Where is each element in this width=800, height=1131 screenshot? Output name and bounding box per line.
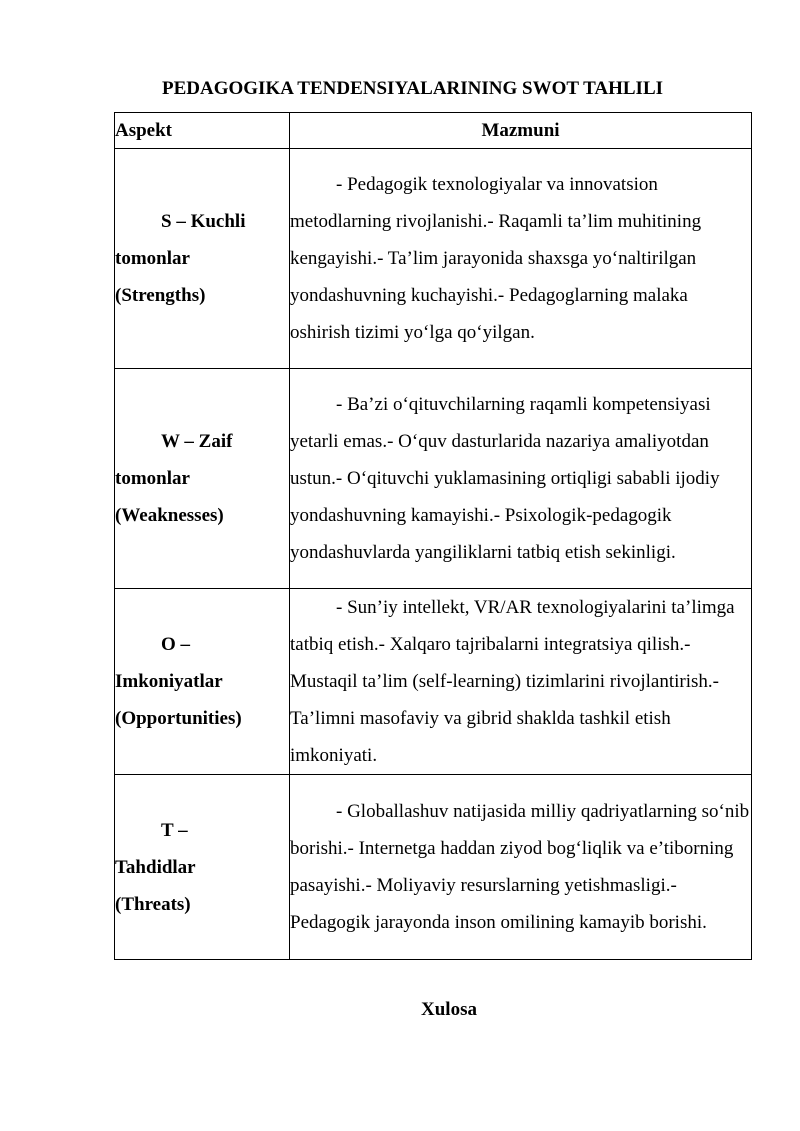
swot-table <box>114 112 752 960</box>
page-title: PEDAGOGIKA TENDENSIYALARINING SWOT TAHLILI <box>162 78 664 99</box>
content-text: - Pedagogik texnologiyalar va innovatsion metodlarning rivojlanishi.- Raqamli ta’lim muhitining kengayishi.- Ta’lim jarayonida shaxsga yo‘naltirilgan yondashuvning kuchayishi.- Pedagoglarning malaka oshirish tizimi yo‘lga qo‘yilgan. <box>290 174 702 343</box>
aspect-line: S – Kuchli <box>161 211 246 232</box>
aspect-line: O – <box>161 634 191 655</box>
content-cell-opportunities <box>290 589 752 775</box>
content-text: - Sun’iy intellekt, VR/AR texnologiyalarini ta’limga tatbiq etish.- Xalqaro tajribalarni integratsiya qilish.- Mustaqil ta’lim (self-learning) tizimlarini rivojlantirish.- Ta’limni masofaviy va gibrid shaklda tashkil etish imkoniyati. <box>290 597 735 766</box>
aspect-line: (Threats) <box>115 893 191 915</box>
aspect-line: Tahdidlar <box>115 856 196 878</box>
content-cell-threats <box>290 775 752 960</box>
table-header-row <box>115 113 752 149</box>
aspect-line: (Strengths) <box>115 285 206 306</box>
aspect-line: W – Zaif <box>161 431 233 452</box>
column-header-content: Mazmuni <box>290 113 752 149</box>
aspect-cell-weaknesses <box>115 369 290 589</box>
column-header-aspect: Aspekt <box>115 113 290 149</box>
conclusion-heading: Xulosa <box>421 999 477 1020</box>
content-cell-weaknesses <box>290 369 752 589</box>
table-row <box>115 589 752 775</box>
content-text: - Ba’zi o‘qituvchilarning raqamli kompetensiyasi yetarli emas.- O‘quv dasturlarida nazariya amaliyotdan ustun.- O‘qituvchi yuklamasining ortiqligi sababli ijodiy yondashuvning kamayishi.- Psixologik-pedagogik yondashuvlarda yangiliklarni tatbiq etish sekinligi. <box>290 394 720 563</box>
content-cell-strengths <box>290 149 752 369</box>
content-text: - Globallashuv natijasida milliy qadriyatlarning so‘nib borishi.- Internetga haddan ziyod bog‘liqlik va e’tiborning pasayishi.- Moliyaviy resurslarning yetishmasligi.- Pedagogik jarayonda inson omilining kamayib borishi. <box>290 801 750 933</box>
aspect-cell-threats <box>115 775 290 960</box>
aspect-line: Imkoniyatlar <box>115 671 223 692</box>
aspect-line: T – <box>161 819 188 841</box>
aspect-cell-strengths <box>115 149 290 369</box>
aspect-line: (Opportunities) <box>115 708 242 729</box>
table-row <box>115 149 752 369</box>
table-row <box>115 369 752 589</box>
aspect-line: tomonlar <box>115 468 190 489</box>
aspect-cell-opportunities <box>115 589 290 775</box>
table-row <box>115 775 752 960</box>
aspect-line: tomonlar <box>115 248 190 269</box>
aspect-line: (Weaknesses) <box>115 505 224 526</box>
